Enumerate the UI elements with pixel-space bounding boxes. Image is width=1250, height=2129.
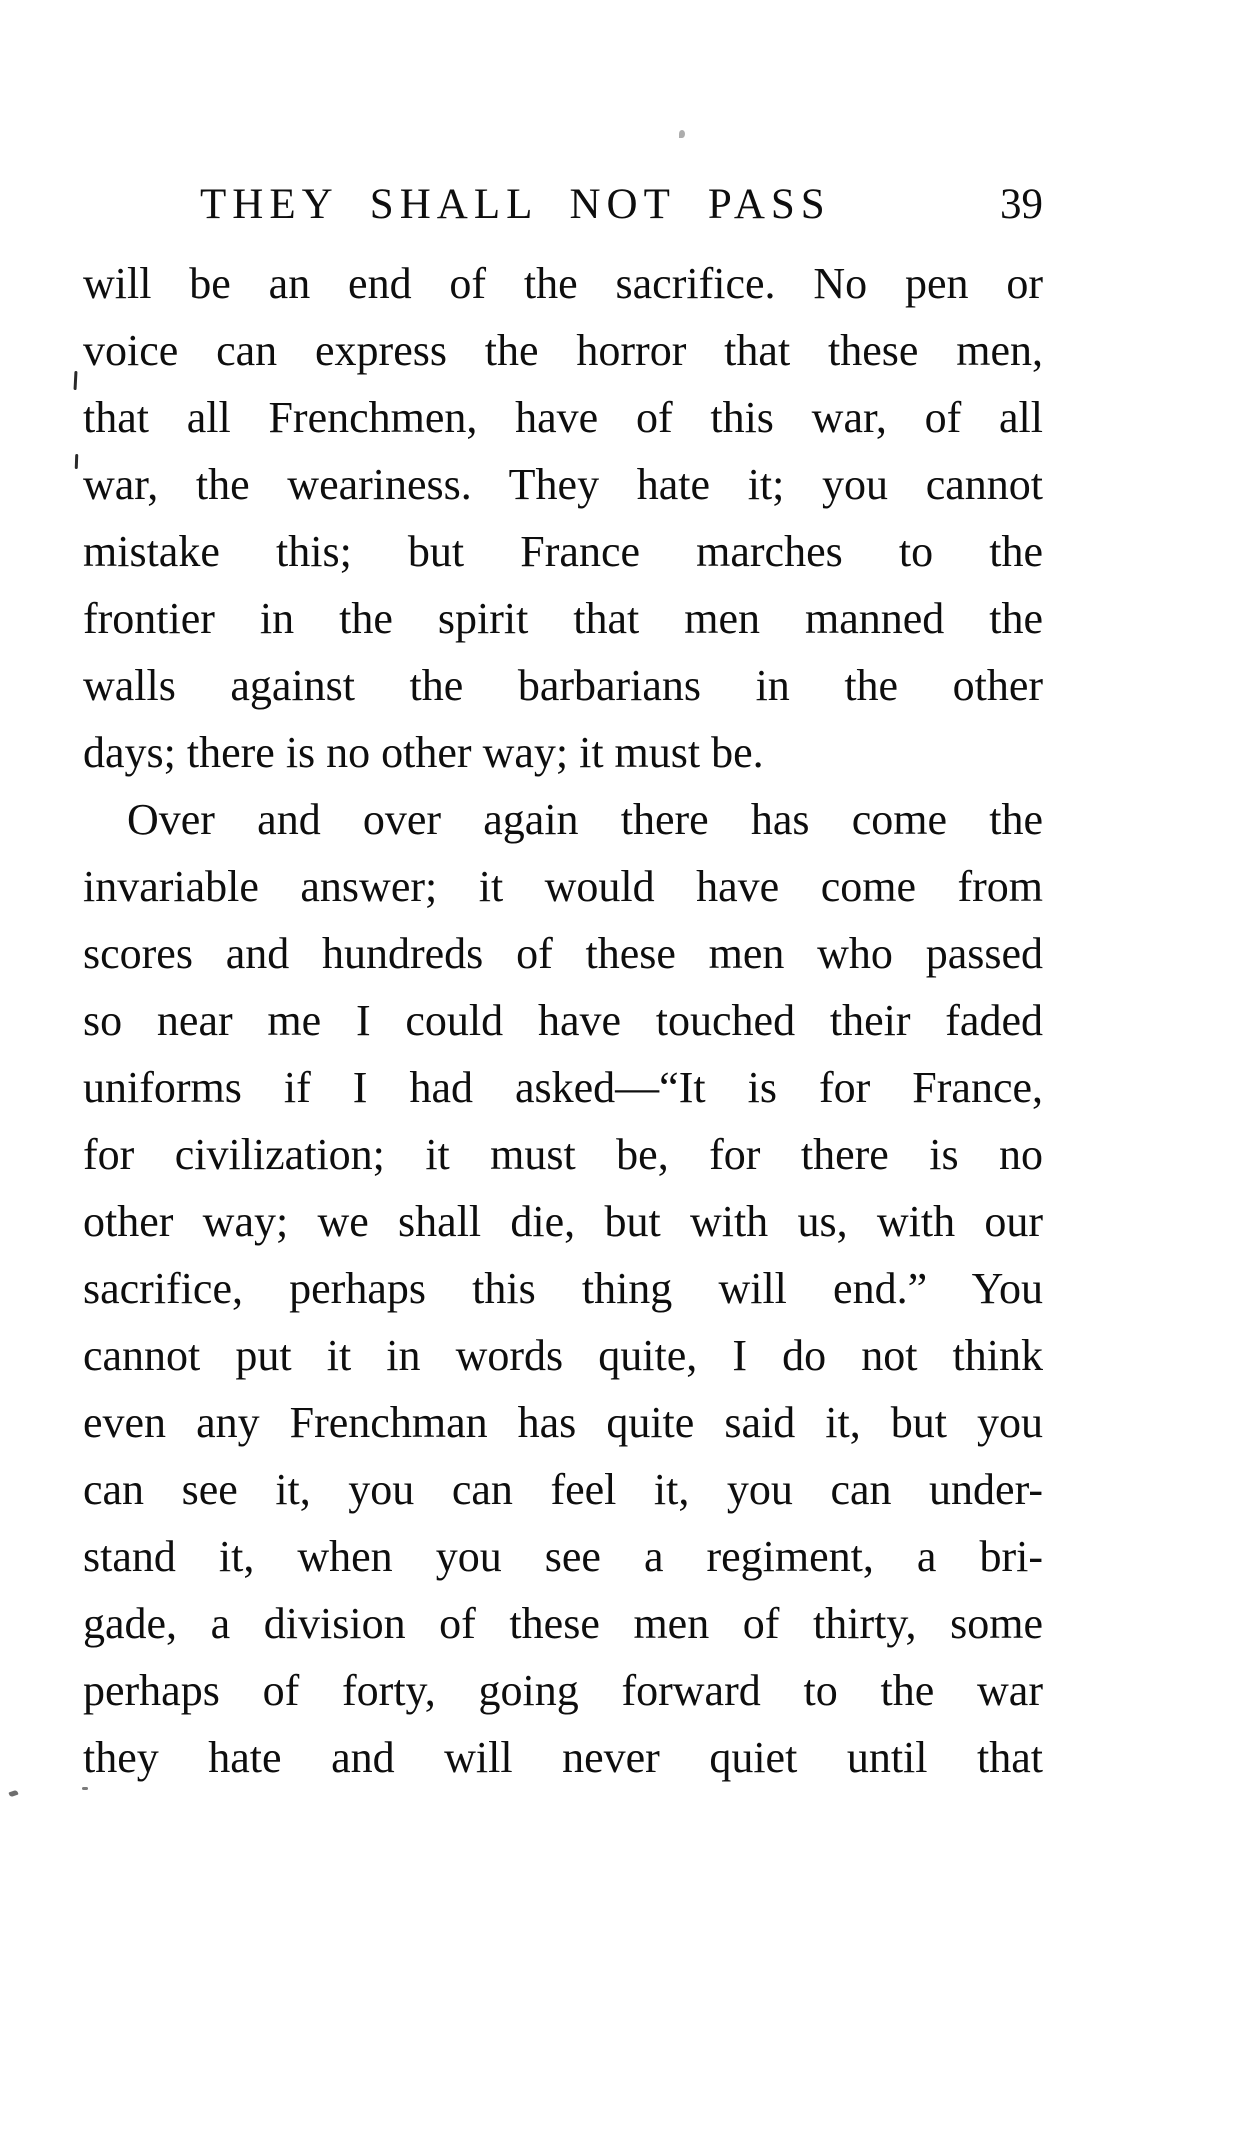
- text-line: even any Frenchman has quite said it, but you: [83, 1398, 1043, 1447]
- text-line-paragraph-start: Over and over again there has come the: [127, 795, 1043, 844]
- text-line: mistake this; but France marches to the: [83, 527, 1043, 576]
- text-line: uniforms if I had asked—“It is for France,: [83, 1063, 1043, 1112]
- page-text: [83, 250, 1043, 1791]
- text-line-paragraph-end: days; there is no other way; it must be.: [83, 728, 764, 777]
- text-line: for civilization; it must be, for there is no: [83, 1130, 1043, 1179]
- text-line: will be an end of the sacrifice. No pen or: [83, 259, 1043, 308]
- text-line: perhaps of forty, going forward to the war: [83, 1666, 1043, 1715]
- running-title: THEY SHALL NOT PASS: [200, 181, 831, 228]
- scan-margin-tick: [74, 371, 78, 390]
- page-header: [0, 180, 1250, 236]
- text-line: war, the weariness. They hate it; you cannot: [83, 460, 1043, 509]
- text-line: stand it, when you see a regiment, a bri-: [83, 1532, 1043, 1581]
- scan-speck: [679, 130, 685, 138]
- text-line: sacrifice, perhaps this thing will end.” You: [83, 1264, 1043, 1313]
- text-line: other way; we shall die, but with us, with our: [83, 1197, 1043, 1246]
- text-line: invariable answer; it would have come from: [83, 862, 1043, 911]
- page-number: 39: [1000, 181, 1043, 228]
- scan-margin-tick: [75, 454, 79, 469]
- text-line: cannot put it in words quite, I do not think: [83, 1331, 1043, 1380]
- text-line: gade, a division of these men of thirty, some: [83, 1599, 1043, 1648]
- text-line: voice can express the horror that these men,: [83, 326, 1043, 375]
- scan-speck: [82, 1787, 88, 1790]
- text-line: frontier in the spirit that men manned the: [83, 594, 1043, 643]
- scan-speck: [8, 1790, 18, 1798]
- text-line: scores and hundreds of these men who passed: [83, 929, 1043, 978]
- text-line: walls against the barbarians in the other: [83, 661, 1043, 710]
- text-line: that all Frenchmen, have of this war, of all: [83, 393, 1043, 442]
- text-line: so near me I could have touched their faded: [83, 996, 1043, 1045]
- text-line: can see it, you can feel it, you can under-: [83, 1465, 1043, 1514]
- text-line: they hate and will never quiet until that: [83, 1733, 1043, 1782]
